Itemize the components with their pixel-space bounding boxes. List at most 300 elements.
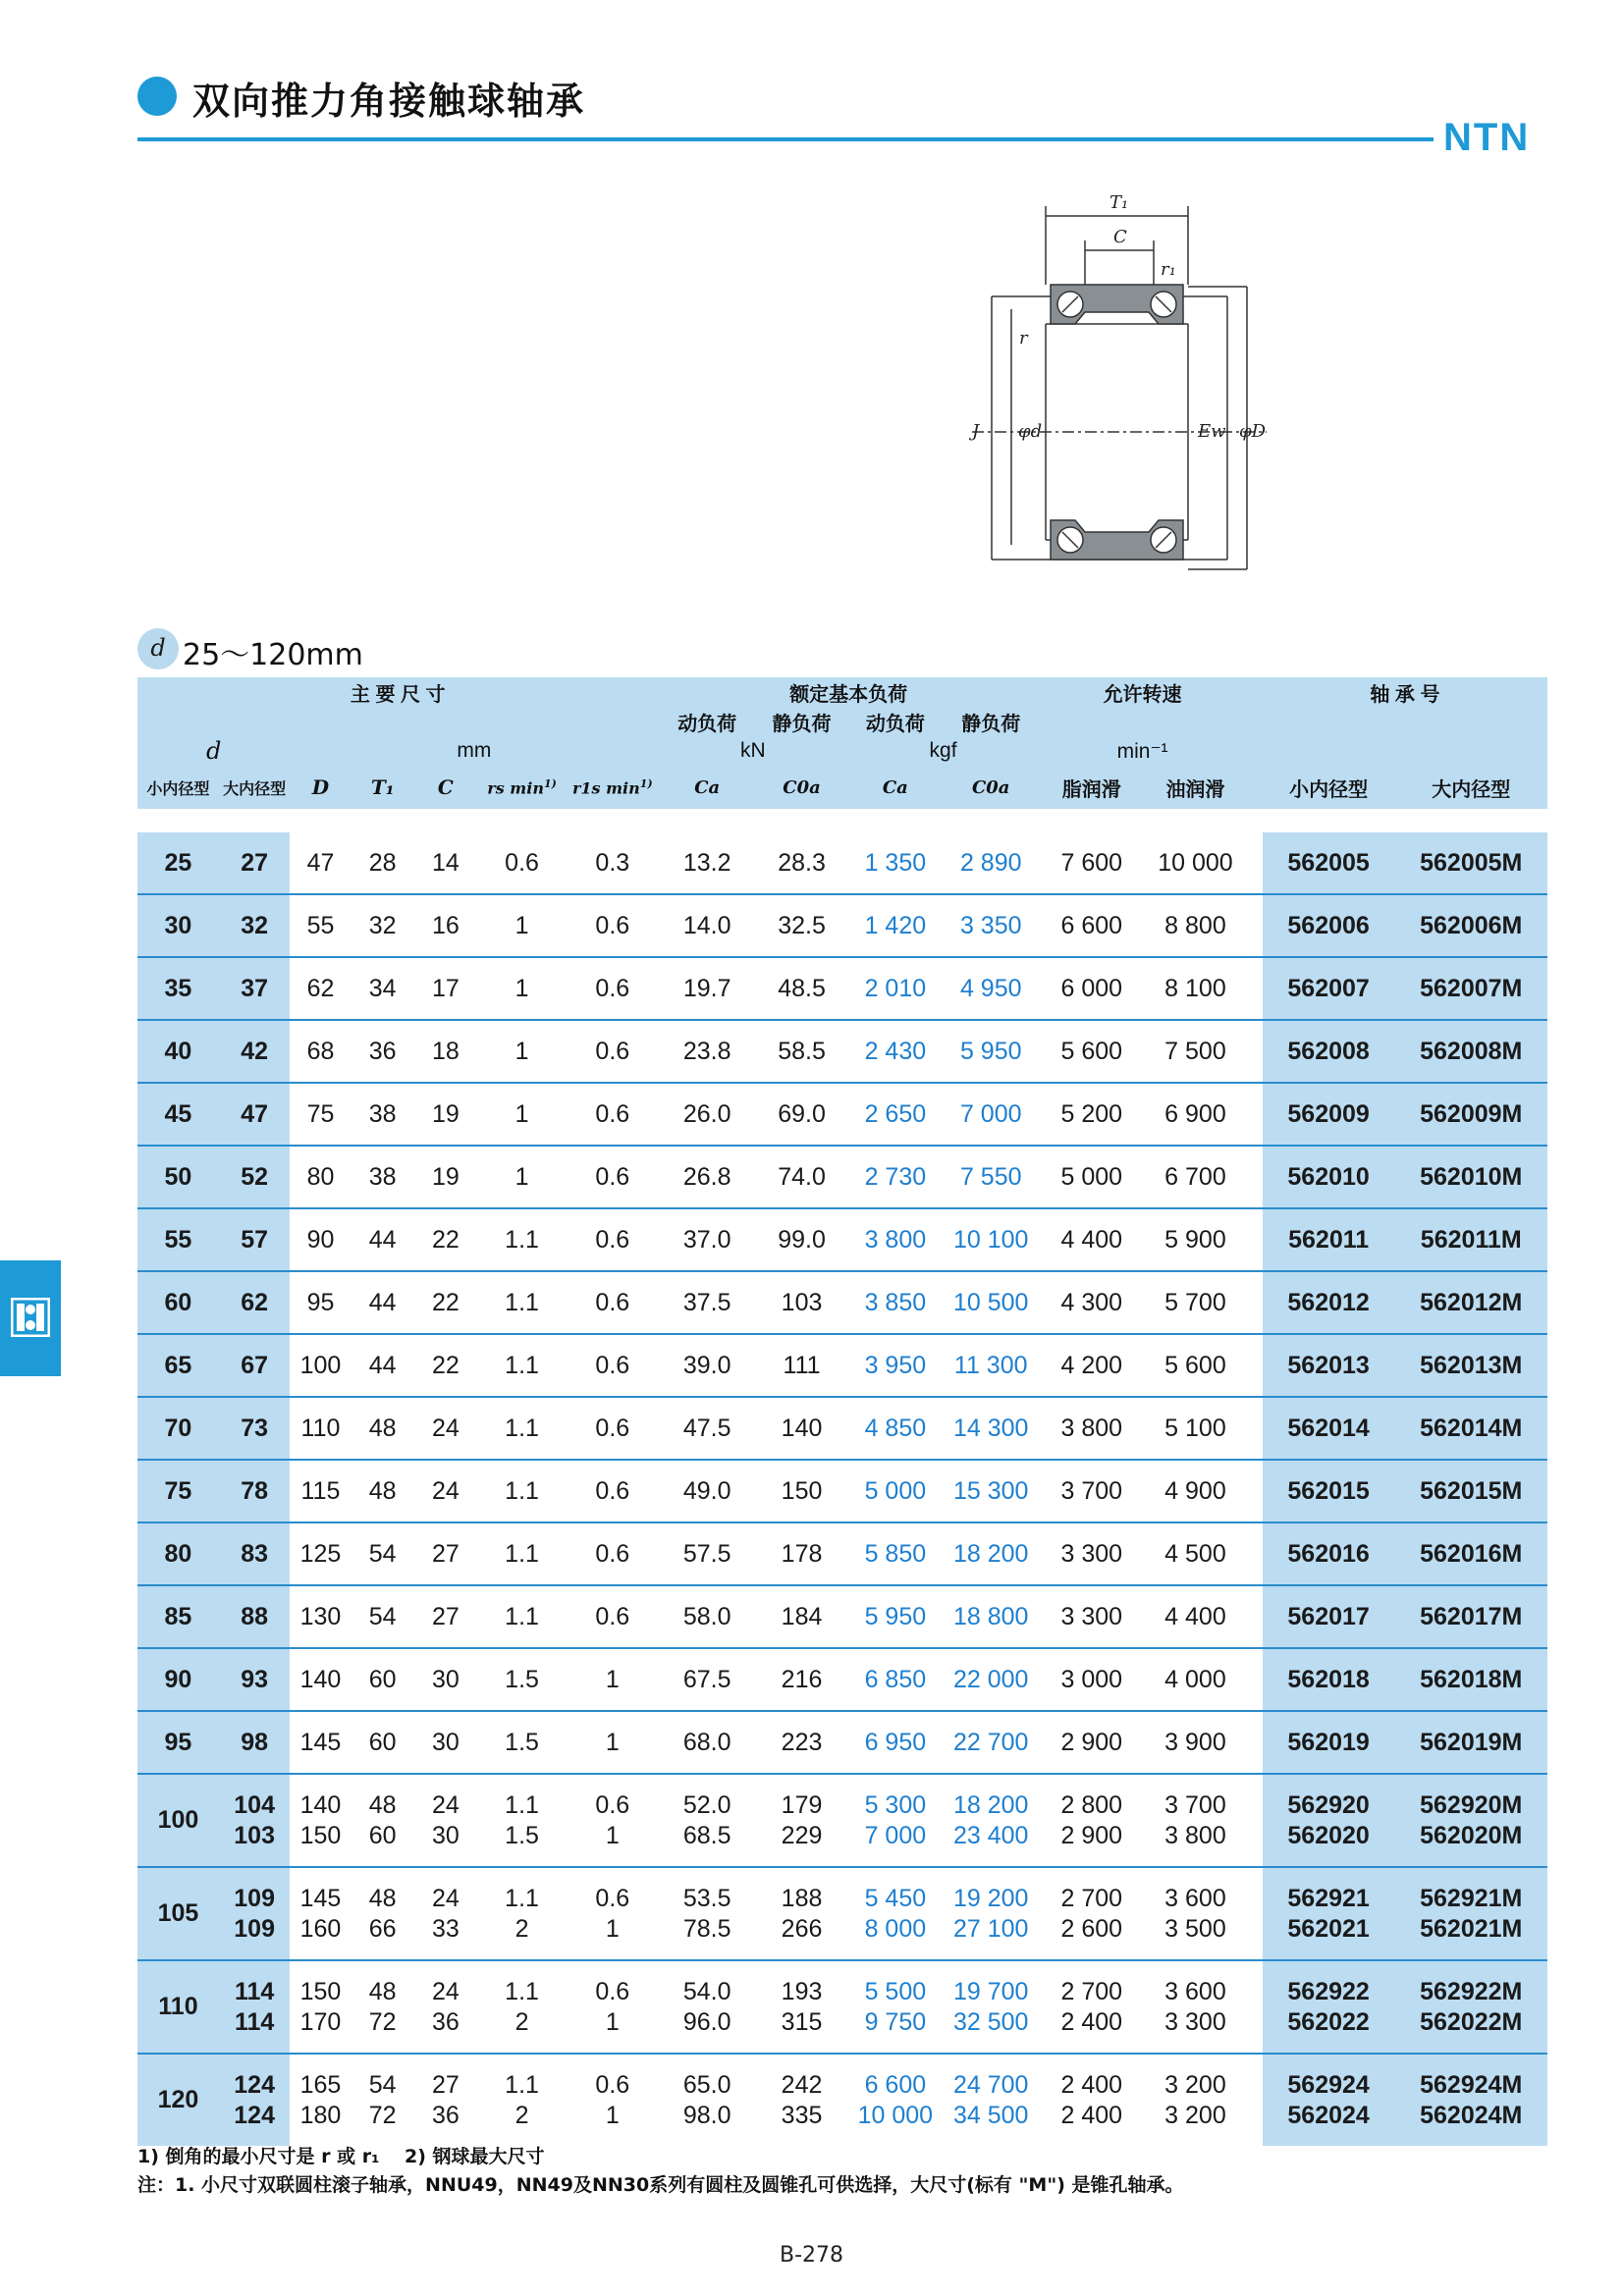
- cell-oil: 4 000: [1145, 1648, 1247, 1711]
- cell-ca: 23.8: [658, 1020, 755, 1083]
- cell-small: 562010: [1263, 1146, 1395, 1208]
- cell-c0a-kgf: 11 300: [944, 1334, 1039, 1397]
- header-c: C: [414, 766, 477, 809]
- cell-line: 2 700: [1060, 1884, 1123, 1912]
- cell-line: 562921: [1287, 1884, 1370, 1912]
- label-j: J: [972, 421, 980, 442]
- table-row: [137, 1083, 1547, 1146]
- cell-d: 55: [137, 1208, 219, 1271]
- cell-line: 109: [234, 1884, 275, 1912]
- cell-small: 562012: [1263, 1271, 1395, 1334]
- cell-line: 18 200: [952, 1790, 1029, 1819]
- cell-line: 0.6: [595, 1884, 630, 1912]
- page-title: 双向推力角接触球轴承: [192, 80, 586, 123]
- cell-c0a: 69.0: [756, 1083, 847, 1146]
- cell-oil: 8 800: [1145, 894, 1247, 957]
- cell-t1: 60: [352, 1648, 414, 1711]
- cell-ca-kgf: [847, 1774, 943, 1867]
- cell-line: 36: [431, 2007, 460, 2036]
- cell-d: 120: [137, 2054, 219, 2146]
- cell-c0a-kgf: 14 300: [944, 1397, 1039, 1460]
- cell-line: 9 750: [864, 2007, 927, 2036]
- cell-d: [290, 1960, 351, 2054]
- cell-line: 180: [299, 2101, 342, 2129]
- cell-r1s: 0.6: [567, 1460, 658, 1522]
- cell-d2: 57: [219, 1208, 291, 1271]
- cell-t1: 60: [352, 1711, 414, 1774]
- cell-line: 170: [299, 2007, 342, 2036]
- cell-grease: 3 700: [1039, 1460, 1145, 1522]
- cell-line: 2 700: [1060, 1977, 1123, 2005]
- cell-c0a: 216: [756, 1648, 847, 1711]
- cell-line: 2: [514, 1914, 529, 1943]
- cell-line: 3 800: [1164, 1821, 1226, 1849]
- cell-d2: 32: [219, 894, 291, 957]
- cell-c0a-kgf: 10 500: [944, 1271, 1039, 1334]
- cell-line: 3 700: [1164, 1790, 1226, 1819]
- cell-ca: 57.5: [658, 1522, 755, 1585]
- cell-d2: 67: [219, 1334, 291, 1397]
- cell-d: 75: [137, 1460, 219, 1522]
- cell-line: 145: [299, 1884, 342, 1912]
- cell-line: 2 800: [1060, 1790, 1123, 1819]
- cell-d2: 93: [219, 1648, 291, 1711]
- label-c: C: [1113, 227, 1127, 247]
- cell-line: 96.0: [682, 2007, 731, 2036]
- range-symbol: d: [137, 628, 179, 669]
- cell-gap: [1246, 1460, 1263, 1522]
- cell-small: 562007: [1263, 957, 1395, 1020]
- cell-oil: 7 500: [1145, 1020, 1247, 1083]
- cell-ca: [658, 1774, 755, 1867]
- header-ca-kn: Ca: [658, 766, 755, 809]
- cell-grease: 5 000: [1039, 1146, 1145, 1208]
- cell-line: 124: [234, 2070, 275, 2099]
- cell-d: 25: [137, 832, 219, 894]
- header-main-dims: 主 要 尺 寸: [137, 677, 658, 707]
- cell-c: 18: [414, 1020, 477, 1083]
- cell-large: 562019M: [1394, 1711, 1547, 1774]
- cell-grease: 4 200: [1039, 1334, 1145, 1397]
- cell-line: 1: [605, 1821, 620, 1849]
- cell-d: 95: [290, 1271, 351, 1334]
- cell-d: 30: [137, 894, 219, 957]
- bearing-section-icon: [11, 1298, 50, 1337]
- cell-line: 562924M: [1420, 2070, 1523, 2099]
- cell-grease: 3 000: [1039, 1648, 1145, 1711]
- cell-line: 19 700: [952, 1977, 1029, 2005]
- cell-grease: 7 600: [1039, 832, 1145, 894]
- cell-r1s: 0.6: [567, 1271, 658, 1334]
- cell-c: 30: [414, 1711, 477, 1774]
- cell-gap: [1246, 832, 1263, 894]
- cell-line: 150: [299, 1977, 342, 2005]
- cell-t1: [352, 1867, 414, 1960]
- cell-c0a: 184: [756, 1585, 847, 1648]
- cell-ca: 14.0: [658, 894, 755, 957]
- cell-line: 562024M: [1420, 2101, 1523, 2129]
- table-row: [137, 1711, 1547, 1774]
- cell-ca-kgf: 1 420: [847, 894, 943, 957]
- table-row: [137, 1334, 1547, 1397]
- cell-large: 562011M: [1394, 1208, 1547, 1271]
- header-d-small: 小内径型: [137, 766, 219, 809]
- cell-ca: 37.5: [658, 1271, 755, 1334]
- cell-small: 562008: [1263, 1020, 1395, 1083]
- cell-c0a: [756, 1774, 847, 1867]
- cell-c: 19: [414, 1083, 477, 1146]
- cell-large: [1394, 1960, 1547, 2054]
- cell-line: 5 500: [864, 1977, 927, 2005]
- table-row-pair: [137, 2054, 1547, 2146]
- cell-c0a: 178: [756, 1522, 847, 1585]
- cell-line: 0.6: [595, 1790, 630, 1819]
- cell-line: 2: [514, 2007, 529, 2036]
- cell-line: 179: [781, 1790, 823, 1819]
- cell-line: 48: [368, 1977, 397, 2005]
- cell-gap: [1246, 1648, 1263, 1711]
- cell-c0a-kgf: 18 800: [944, 1585, 1039, 1648]
- table-row: [137, 832, 1547, 894]
- table-row: [137, 1522, 1547, 1585]
- cell-d: 47: [290, 832, 351, 894]
- cell-d2: 83: [219, 1522, 291, 1585]
- cell-c0a-kgf: 7 000: [944, 1083, 1039, 1146]
- footnote-2: 注：1. 小尺寸双联圆柱滚子轴承，NNU49，NN49及NN30系列有圆柱及圆锥孔可供选择，大尺寸(标有 "M") 是锥孔轴承。: [137, 2174, 1184, 2196]
- cell-ca-kgf: 3 850: [847, 1271, 943, 1334]
- cell-d: 145: [290, 1711, 351, 1774]
- cell-rs: 1.1: [477, 1397, 567, 1460]
- table-row: [137, 1146, 1547, 1208]
- cell-line: 1.1: [505, 1884, 539, 1912]
- cell-t1: 28: [352, 832, 414, 894]
- header-ca-kgf: Ca: [847, 766, 943, 809]
- cell-large: [1394, 1774, 1547, 1867]
- cell-c0a-kgf: 22 700: [944, 1711, 1039, 1774]
- label-ew: Ew: [1198, 421, 1226, 442]
- cell-line: 150: [299, 1821, 342, 1849]
- table-row: [137, 1208, 1547, 1271]
- cell-c0a: [756, 1867, 847, 1960]
- cell-c: [414, 2054, 477, 2146]
- label-d: φd: [1018, 421, 1043, 442]
- cell-small: 562006: [1263, 894, 1395, 957]
- cell-d: 115: [290, 1460, 351, 1522]
- cell-d2: [219, 1960, 291, 2054]
- cell-large: 562013M: [1394, 1334, 1547, 1397]
- header-oil: 油润滑: [1145, 766, 1247, 809]
- cell-t1: 44: [352, 1208, 414, 1271]
- header-d-large: 大内径型: [219, 766, 291, 809]
- cell-t1: 54: [352, 1585, 414, 1648]
- cell-line: 34 500: [952, 2101, 1029, 2129]
- header-load-group: 额定基本负荷: [658, 677, 1038, 707]
- cell-line: 32 500: [952, 2007, 1029, 2036]
- cell-gap: [1246, 1334, 1263, 1397]
- cell-gap: [1246, 1397, 1263, 1460]
- cell-gap: [1246, 1711, 1263, 1774]
- cell-large: 562015M: [1394, 1460, 1547, 1522]
- label-t1: T₁: [1109, 192, 1129, 213]
- cell-c0a-kgf: 5 950: [944, 1020, 1039, 1083]
- cell-small: [1263, 2054, 1395, 2146]
- cell-large: [1394, 2054, 1547, 2146]
- table-row: [137, 1020, 1547, 1083]
- cell-line: 60: [368, 1821, 397, 1849]
- table-row: [137, 1271, 1547, 1334]
- cell-d: [290, 1867, 351, 1960]
- cell-grease: 3 300: [1039, 1585, 1145, 1648]
- cell-line: 53.5: [682, 1884, 731, 1912]
- cell-line: 335: [781, 2101, 823, 2129]
- cell-r1s: [567, 1774, 658, 1867]
- header-speed-unit: min⁻¹: [1039, 736, 1246, 766]
- cell-grease: 6 600: [1039, 894, 1145, 957]
- cell-oil: 4 900: [1145, 1460, 1247, 1522]
- cell-d2: 52: [219, 1146, 291, 1208]
- cell-line: 1.1: [505, 2070, 539, 2099]
- cell-line: 104: [234, 1790, 275, 1819]
- cell-t1: 44: [352, 1271, 414, 1334]
- page-number: B-278: [779, 2243, 844, 2268]
- cell-small: 562018: [1263, 1648, 1395, 1711]
- cell-line: 65.0: [682, 2070, 731, 2099]
- cell-line: 0.6: [595, 2070, 630, 2099]
- cell-r1s: 0.6: [567, 1585, 658, 1648]
- cell-line: 24: [431, 1977, 460, 2005]
- cell-large: 562008M: [1394, 1020, 1547, 1083]
- cell-t1: 38: [352, 1083, 414, 1146]
- cell-t1: 48: [352, 1397, 414, 1460]
- cell-c0a: [756, 2054, 847, 2146]
- header-grease: 脂润滑: [1039, 766, 1145, 809]
- cell-rs: 0.6: [477, 832, 567, 894]
- cell-line: 52.0: [682, 1790, 731, 1819]
- cell-c0a: 32.5: [756, 894, 847, 957]
- header-dyn-kn: 动负荷: [658, 707, 755, 736]
- cell-oil: [1145, 1960, 1247, 2054]
- cell-c0a-kgf: [944, 1960, 1039, 2054]
- cell-line: 27 100: [952, 1914, 1029, 1943]
- cell-oil: 5 100: [1145, 1397, 1247, 1460]
- header-c0a-kgf: C0a: [944, 766, 1039, 809]
- cell-c0a-kgf: [944, 1774, 1039, 1867]
- header-mm: mm: [290, 736, 658, 766]
- cell-small: 562015: [1263, 1460, 1395, 1522]
- cell-ca-kgf: 3 950: [847, 1334, 943, 1397]
- cell-line: 3 200: [1164, 2070, 1226, 2099]
- cell-rs: 1.5: [477, 1648, 567, 1711]
- cell-gap: [1246, 1083, 1263, 1146]
- cell-grease: 3 800: [1039, 1397, 1145, 1460]
- cell-line: 98.0: [682, 2101, 731, 2129]
- cell-gap: [1246, 957, 1263, 1020]
- cell-c: 22: [414, 1334, 477, 1397]
- cell-d: 105: [137, 1867, 219, 1960]
- cell-grease: 4 400: [1039, 1208, 1145, 1271]
- cell-line: 36: [431, 2101, 460, 2129]
- cell-line: 114: [234, 1977, 275, 2005]
- cell-large: 562009M: [1394, 1083, 1547, 1146]
- cell-line: 3 500: [1164, 1914, 1226, 1943]
- cell-line: 562022M: [1420, 2007, 1523, 2036]
- cell-d: 110: [290, 1397, 351, 1460]
- cell-line: 140: [299, 1790, 342, 1819]
- cell-ca: 26.8: [658, 1146, 755, 1208]
- cell-c: [414, 1960, 477, 2054]
- cell-d: 35: [137, 957, 219, 1020]
- cell-t1: 36: [352, 1020, 414, 1083]
- cell-oil: 3 900: [1145, 1711, 1247, 1774]
- cell-r1s: 0.6: [567, 894, 658, 957]
- cell-line: 2: [514, 2101, 529, 2129]
- cell-r1s: 0.6: [567, 1334, 658, 1397]
- cell-line: 33: [431, 1914, 460, 1943]
- cell-line: 1.1: [505, 1977, 539, 2005]
- cell-gap: [1246, 1774, 1263, 1867]
- cell-line: 562922: [1287, 1977, 1370, 2005]
- cell-ca: 49.0: [658, 1460, 755, 1522]
- cell-oil: 5 900: [1145, 1208, 1247, 1271]
- cell-ca-kgf: 6 850: [847, 1648, 943, 1711]
- cell-line: 2 400: [1060, 2101, 1123, 2129]
- cell-gap: [1246, 894, 1263, 957]
- cell-oil: [1145, 2054, 1247, 2146]
- cell-rs: 1.1: [477, 1460, 567, 1522]
- cell-c: 22: [414, 1271, 477, 1334]
- cell-large: 562012M: [1394, 1271, 1547, 1334]
- cell-rs: 1.1: [477, 1334, 567, 1397]
- cell-line: 160: [299, 1914, 342, 1943]
- cell-d: [290, 2054, 351, 2146]
- cell-line: 68.5: [682, 1821, 731, 1849]
- header-stat-kgf: 静负荷: [944, 707, 1039, 736]
- cell-line: 24: [431, 1790, 460, 1819]
- cell-line: 193: [781, 1977, 823, 2005]
- cell-r1s: 0.6: [567, 1397, 658, 1460]
- header-bearing-group: 轴 承 号: [1263, 677, 1547, 707]
- cell-line: 78.5: [682, 1914, 731, 1943]
- cell-ca-kgf: 2 730: [847, 1146, 943, 1208]
- cell-rs: 1: [477, 1020, 567, 1083]
- table-row-pair: [137, 1774, 1547, 1867]
- cell-d: 62: [290, 957, 351, 1020]
- cell-line: 562920: [1287, 1790, 1370, 1819]
- cell-grease: [1039, 1960, 1145, 2054]
- cell-d2: 27: [219, 832, 291, 894]
- cell-gap: [1246, 1020, 1263, 1083]
- cell-line: 2 600: [1060, 1914, 1123, 1943]
- cell-large: 562005M: [1394, 832, 1547, 894]
- cell-line: 0.6: [595, 1977, 630, 2005]
- cell-line: 1.5: [505, 1821, 539, 1849]
- cell-r1s: 0.6: [567, 1522, 658, 1585]
- cell-d2: [219, 2054, 291, 2146]
- cell-ca: [658, 2054, 755, 2146]
- cell-line: 6 600: [864, 2070, 927, 2099]
- cell-ca: 37.0: [658, 1208, 755, 1271]
- cell-large: 562010M: [1394, 1146, 1547, 1208]
- cell-line: 315: [781, 2007, 823, 2036]
- cell-ca-kgf: 1 350: [847, 832, 943, 894]
- cell-d2: 73: [219, 1397, 291, 1460]
- cell-line: 266: [781, 1914, 823, 1943]
- cell-ca-kgf: [847, 2054, 943, 2146]
- header-stat-kn: 静负荷: [756, 707, 847, 736]
- table-row-pair: [137, 1960, 1547, 2054]
- cell-c0a-kgf: 18 200: [944, 1522, 1039, 1585]
- cell-line: 48: [368, 1790, 397, 1819]
- cell-ca-kgf: 6 950: [847, 1711, 943, 1774]
- cell-d: 130: [290, 1585, 351, 1648]
- cell-grease: 5 600: [1039, 1020, 1145, 1083]
- cell-small: [1263, 1867, 1395, 1960]
- cell-d: 65: [137, 1334, 219, 1397]
- cell-c: 30: [414, 1648, 477, 1711]
- header-brg-small: 小内径型: [1263, 766, 1395, 809]
- header-d: d: [137, 736, 290, 766]
- cell-line: 562024: [1287, 2101, 1370, 2129]
- cell-c0a-kgf: 7 550: [944, 1146, 1039, 1208]
- cell-c0a-kgf: 2 890: [944, 832, 1039, 894]
- cell-line: 562021: [1287, 1914, 1370, 1943]
- cell-oil: 5 600: [1145, 1334, 1247, 1397]
- cell-d2: 62: [219, 1271, 291, 1334]
- cell-ca: 26.0: [658, 1083, 755, 1146]
- cell-grease: [1039, 1774, 1145, 1867]
- cell-d: 50: [137, 1146, 219, 1208]
- cell-ca-kgf: [847, 1867, 943, 1960]
- section-tab[interactable]: [0, 1260, 61, 1376]
- cell-large: 562006M: [1394, 894, 1547, 957]
- cell-line: 562924: [1287, 2070, 1370, 2099]
- cell-ca: 47.5: [658, 1397, 755, 1460]
- cell-small: 562013: [1263, 1334, 1395, 1397]
- cell-line: 54: [368, 2070, 397, 2099]
- cell-d: 140: [290, 1648, 351, 1711]
- cell-gap: [1246, 1271, 1263, 1334]
- cell-rs: 1: [477, 957, 567, 1020]
- cell-rs: 1.1: [477, 1585, 567, 1648]
- cell-small: [1263, 1774, 1395, 1867]
- cell-d2: [219, 1774, 291, 1867]
- cell-oil: 4 400: [1145, 1585, 1247, 1648]
- cell-r1s: [567, 2054, 658, 2146]
- cell-t1: [352, 2054, 414, 2146]
- cell-c0a: 103: [756, 1271, 847, 1334]
- cell-line: 66: [368, 1914, 397, 1943]
- cell-gap: [1246, 2054, 1263, 2146]
- cell-small: 562009: [1263, 1083, 1395, 1146]
- cell-c0a: 28.3: [756, 832, 847, 894]
- cell-line: 30: [431, 1821, 460, 1849]
- cell-small: 562017: [1263, 1585, 1395, 1648]
- cell-c0a: 99.0: [756, 1208, 847, 1271]
- header-outer-d: D: [290, 766, 351, 809]
- cell-ca-kgf: 5 950: [847, 1585, 943, 1648]
- cell-c0a: 140: [756, 1397, 847, 1460]
- cell-line: 7 000: [864, 1821, 927, 1849]
- cell-c: 24: [414, 1397, 477, 1460]
- cell-line: 562920M: [1420, 1790, 1523, 1819]
- cell-c: 27: [414, 1522, 477, 1585]
- cell-line: 562020M: [1420, 1821, 1523, 1849]
- cell-c0a-kgf: 4 950: [944, 957, 1039, 1020]
- cell-line: 3 600: [1164, 1977, 1226, 2005]
- cell-rs: [477, 1960, 567, 2054]
- cell-line: 229: [781, 1821, 823, 1849]
- cell-large: 562007M: [1394, 957, 1547, 1020]
